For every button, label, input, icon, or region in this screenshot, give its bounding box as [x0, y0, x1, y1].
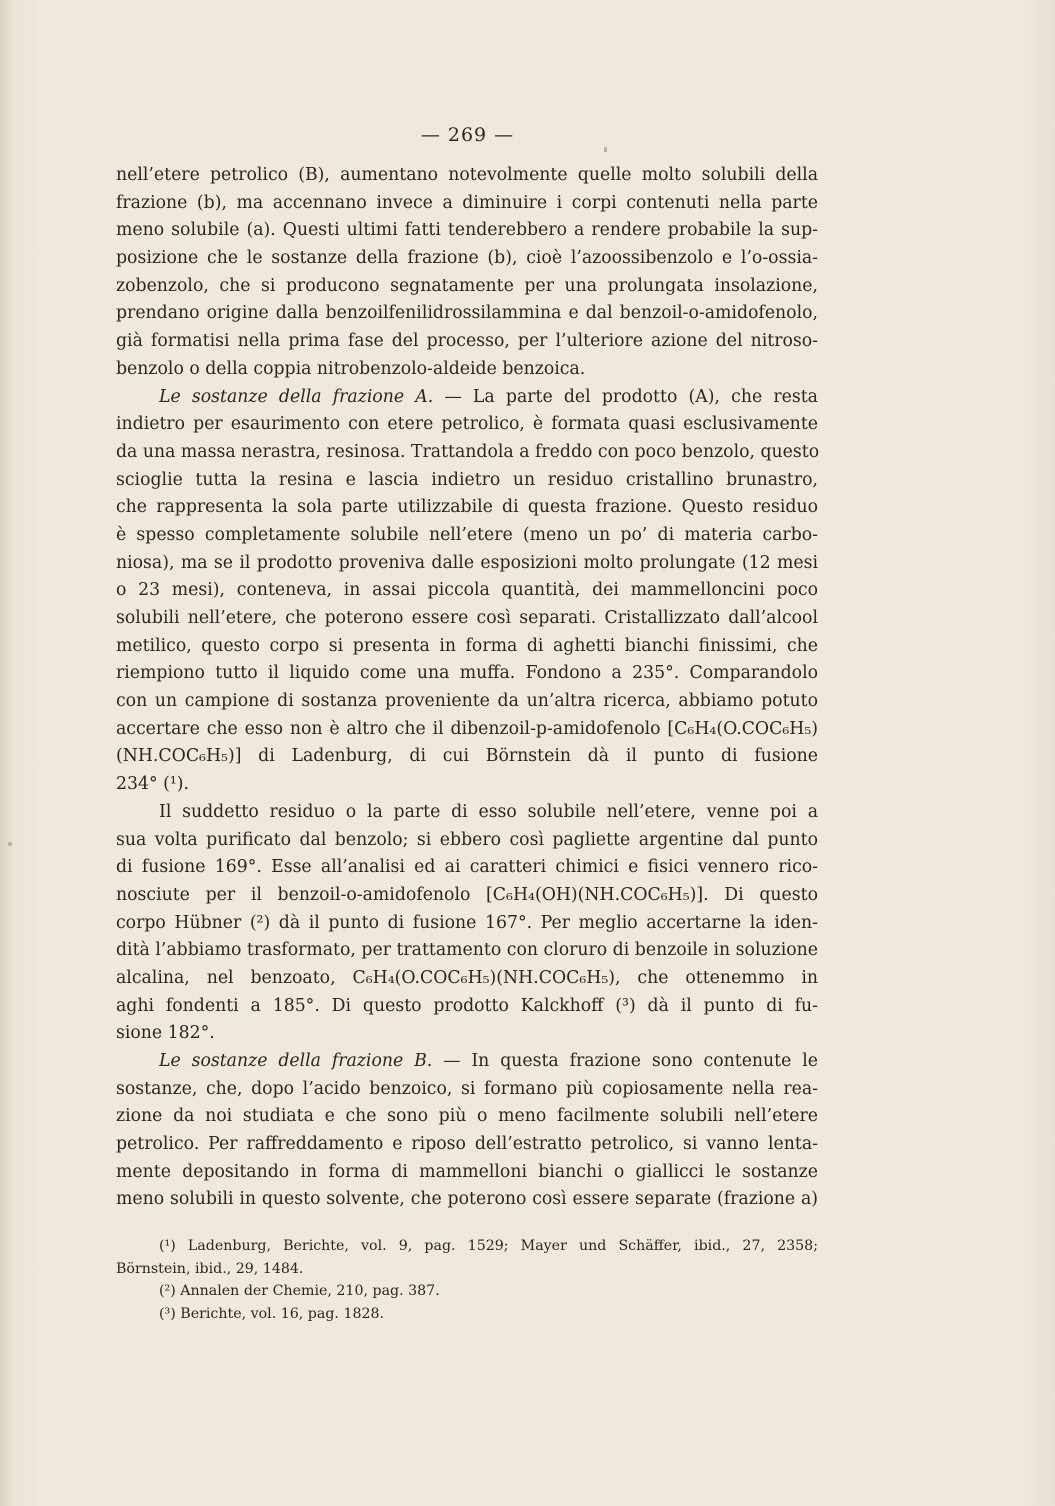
footnote-line: (³) Berichte, vol. 16, pag. 1828.	[159, 1305, 385, 1322]
text-line: niosa), ma se il prodotto proveniva dalle esposizioni molto prolungate (12 mesi	[116, 552, 818, 573]
text-line: solubili nell’etere, che poterono essere così separati. Cristallizzato dall’alcool	[116, 608, 818, 628]
text-line: accertare che esso non è altro che il dibenzoil-p-amidofenolo [C₆H₄(O.COC₆H₅)	[116, 718, 818, 739]
text-line: (NH.COC₆H₅)] di Ladenburg, di cui Börnstein dà il punto di fusione	[116, 746, 818, 767]
text-line: alcalina, nel benzoato, C₆H₄(O.COC₆H₅)(NH.COC₆H₅), che ottenemmo in	[116, 967, 818, 988]
text-line: dità l’abbiamo trasformato, per trattamento con cloruro di benzoile in soluzione	[116, 940, 818, 961]
text-line: zione da noi studiata e che sono più o meno facilmente solubili nell’etere	[116, 1106, 818, 1127]
text-line: già formatisi nella prima fase del processo, per l’ulteriore azione del nitroso-	[116, 331, 818, 352]
body-text	[116, 162, 818, 1214]
text-line: sione 182°.	[116, 1023, 215, 1044]
footnote-line: (²) Annalen der Chemie, 210, pag. 387.	[159, 1283, 440, 1299]
text-line: aghi fondenti a 185°. Di questo prodotto Kalckhoff (³) dà il punto di fu-	[116, 995, 818, 1016]
text-line: Il suddetto residuo o la parte di esso solubile nell’etere, venne poi a	[159, 801, 818, 822]
text-line: nell’etere petrolico (B), aumentano notevolmente quelle molto solubili della	[116, 165, 818, 185]
footnote-line: Börnstein, ibid., 29, 1484.	[116, 1260, 304, 1277]
section-heading-italic: Le sostanze della frazione A.	[159, 386, 434, 407]
print-mark	[604, 147, 607, 152]
footnotes	[116, 1235, 818, 1325]
text-line: corpo Hübner (²) dà il punto di fusione 167°. Per meglio accertarne la iden-	[116, 912, 818, 933]
text-line: da una massa nerastra, resinosa. Trattandola a freddo con poco benzolo, questo	[116, 441, 820, 462]
footnote-line: (¹) Ladenburg, Berichte, vol. 9, pag. 1529; Mayer und Schäffer, ibid., 27, 2358;	[159, 1238, 818, 1254]
text-line: con un campione di sostanza proveniente da un’altra ricerca, abbiamo potuto	[116, 691, 818, 712]
paper-speck	[8, 842, 12, 846]
section-heading-line: Le sostanze della frazione A. — La parte del prodotto (A), che resta	[159, 386, 818, 407]
text-line: riempiono tutto il liquido come una muffa. Fondono a 235°. Comparandolo	[116, 663, 818, 684]
text-line: prendano origine dalla benzoilfenilidrossilammina e dal benzoil-o-amidofenolo,	[116, 303, 818, 324]
text-line: è spesso completamente solubile nell’etere (meno un po’ di materia carbo-	[116, 524, 818, 545]
page-number: — 269 —	[420, 124, 515, 146]
text-line: petrolico. Per raffreddamento e riposo dell’estratto petrolico, si vanno lenta-	[116, 1134, 818, 1155]
text-line: meno solubili in questo solvente, che poterono così essere separate (frazione a)	[116, 1189, 818, 1210]
section-heading-italic: Le sostanze della frazione B.	[159, 1051, 433, 1071]
text-line: scioglie tutta la resina e lascia indietro un residuo cristallino brunastro,	[116, 469, 818, 490]
text-line: meno solubile (a). Questi ultimi fatti tenderebbero a rendere probabile la sup-	[116, 220, 818, 241]
text-line: frazione (b), ma accennano invece a diminuire i corpi contenuti nella parte	[116, 192, 818, 213]
text-line: zobenzolo, che si producono segnatamente per una prolungata insolazione,	[116, 275, 818, 296]
text-line: metilico, questo corpo si presenta in forma di aghetti bianchi finissimi, che	[116, 635, 818, 656]
text-line: benzolo o della coppia nitrobenzolo-aldeide benzoica.	[116, 358, 586, 379]
text-line: indietro per esaurimento con etere petrolico, è formata quasi esclusivamente	[116, 414, 818, 435]
text-line: o 23 mesi), conteneva, in assai piccola quantità, dei mammelloncini poco	[116, 580, 818, 601]
text-line: sostanze, che, dopo l’acido benzoico, si formano più copiosamente nella rea-	[116, 1078, 818, 1099]
text-line: posizione che le sostanze della frazione (b), cioè l’azoossibenzolo e l’o-ossia-	[116, 248, 818, 269]
section-heading-line: Le sostanze della frazione B. — In questa frazione sono contenute le	[159, 1051, 818, 1071]
text-line: di fusione 169°. Esse all’analisi ed ai caratteri chimici e fisici vennero rico-	[116, 857, 818, 878]
text-line: 234° (¹).	[116, 774, 190, 795]
text-line: mente depositando in forma di mammelloni bianchi o giallicci le sostanze	[116, 1161, 818, 1182]
text-line: che rappresenta la sola parte utilizzabile di questa frazione. Questo residuo	[116, 497, 818, 518]
text-line: nosciute per il benzoil-o-amidofenolo [C₆H₄(OH)(NH.COC₆H₅)]. Di questo	[116, 884, 818, 905]
text-line: sua volta purificato dal benzolo; si ebbero così pagliette argentine dal punto	[116, 829, 818, 850]
